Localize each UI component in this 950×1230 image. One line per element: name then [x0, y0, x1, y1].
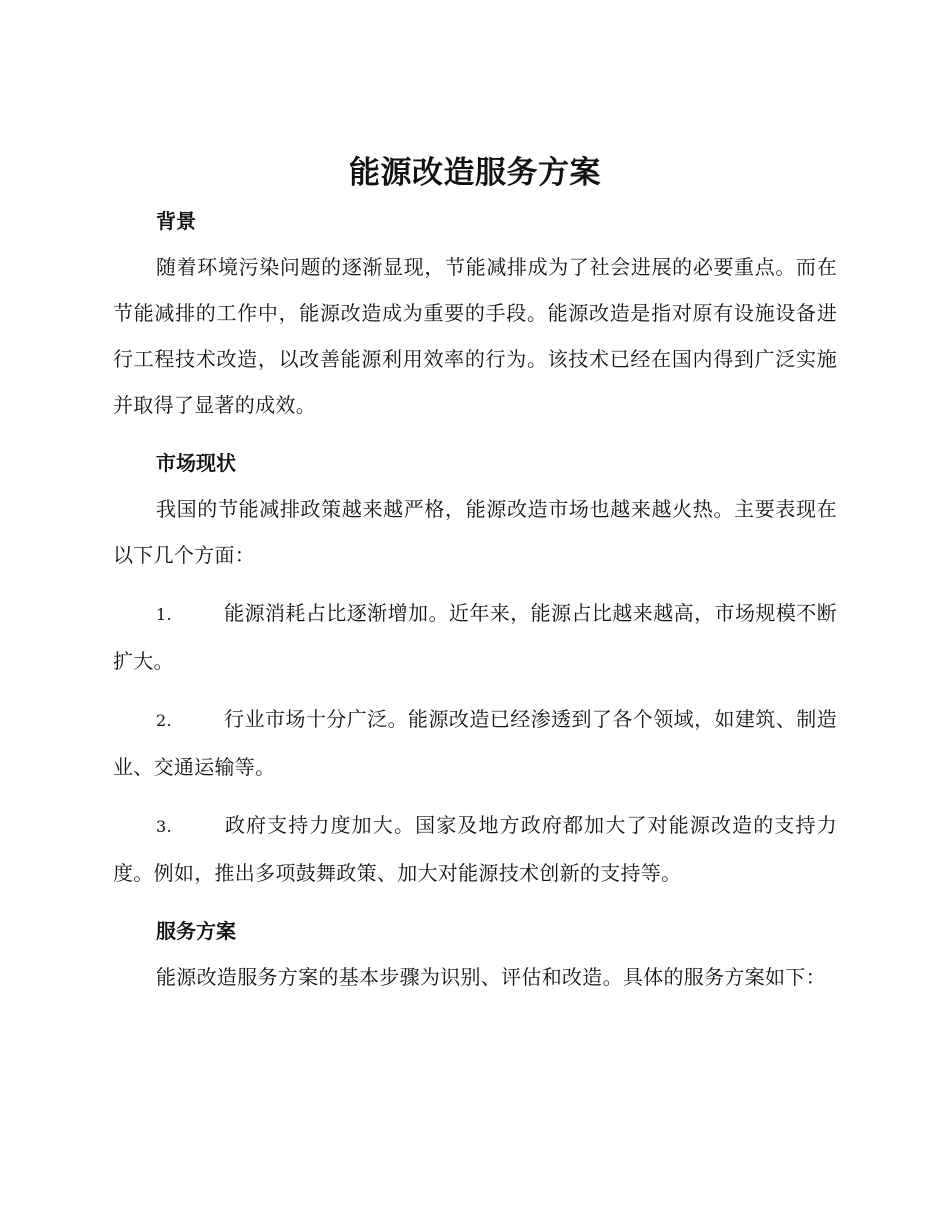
service-plan-paragraph: 能源改造服务方案的基本步骤为识别、评估和改造。具体的服务方案如下： — [156, 965, 826, 989]
list-number: 1. — [156, 605, 172, 624]
section-heading-service-plan: 服务方案 — [156, 919, 236, 943]
section-heading-background: 背景 — [156, 209, 196, 233]
list-number: 2. — [156, 711, 172, 730]
list-number: 3. — [156, 817, 172, 836]
document-body — [113, 148, 837, 1012]
document-title: 能源改造服务方案 — [349, 155, 601, 191]
list-item — [113, 802, 837, 896]
list-item — [113, 590, 837, 684]
section-heading-market-status: 市场现状 — [156, 451, 236, 475]
list-item-text: 能源消耗占比逐渐增加。近年来，能源占比越来越高，市场规模不断扩大。 — [113, 601, 837, 673]
market-status-paragraph: 我国的节能减排政策越来越严格，能源改造市场也越来越火热。主要表现在以下几个方面： — [113, 497, 837, 567]
background-paragraph: 随着环境污染问题的逐渐显现，节能减排成为了社会进展的必要重点。而在节能减排的工作中，能源改造成为重要的手段。能源改造是指对原有设施设备进行工程技术改造，以改善能源利用效率的行为。该技术已经在国内得到广泛实施并取得了显著的成效。 — [113, 255, 837, 417]
list-item-text: 政府支持力度加大。国家及地方政府都加大了对能源改造的支持力度。例如，推出多项鼓舞政策、加大对能源技术创新的支持等。 — [113, 813, 837, 885]
list-item-text: 行业市场十分广泛。能源改造已经渗透到了各个领域，如建筑、制造业、交通运输等。 — [113, 707, 837, 779]
list-item — [113, 696, 837, 790]
